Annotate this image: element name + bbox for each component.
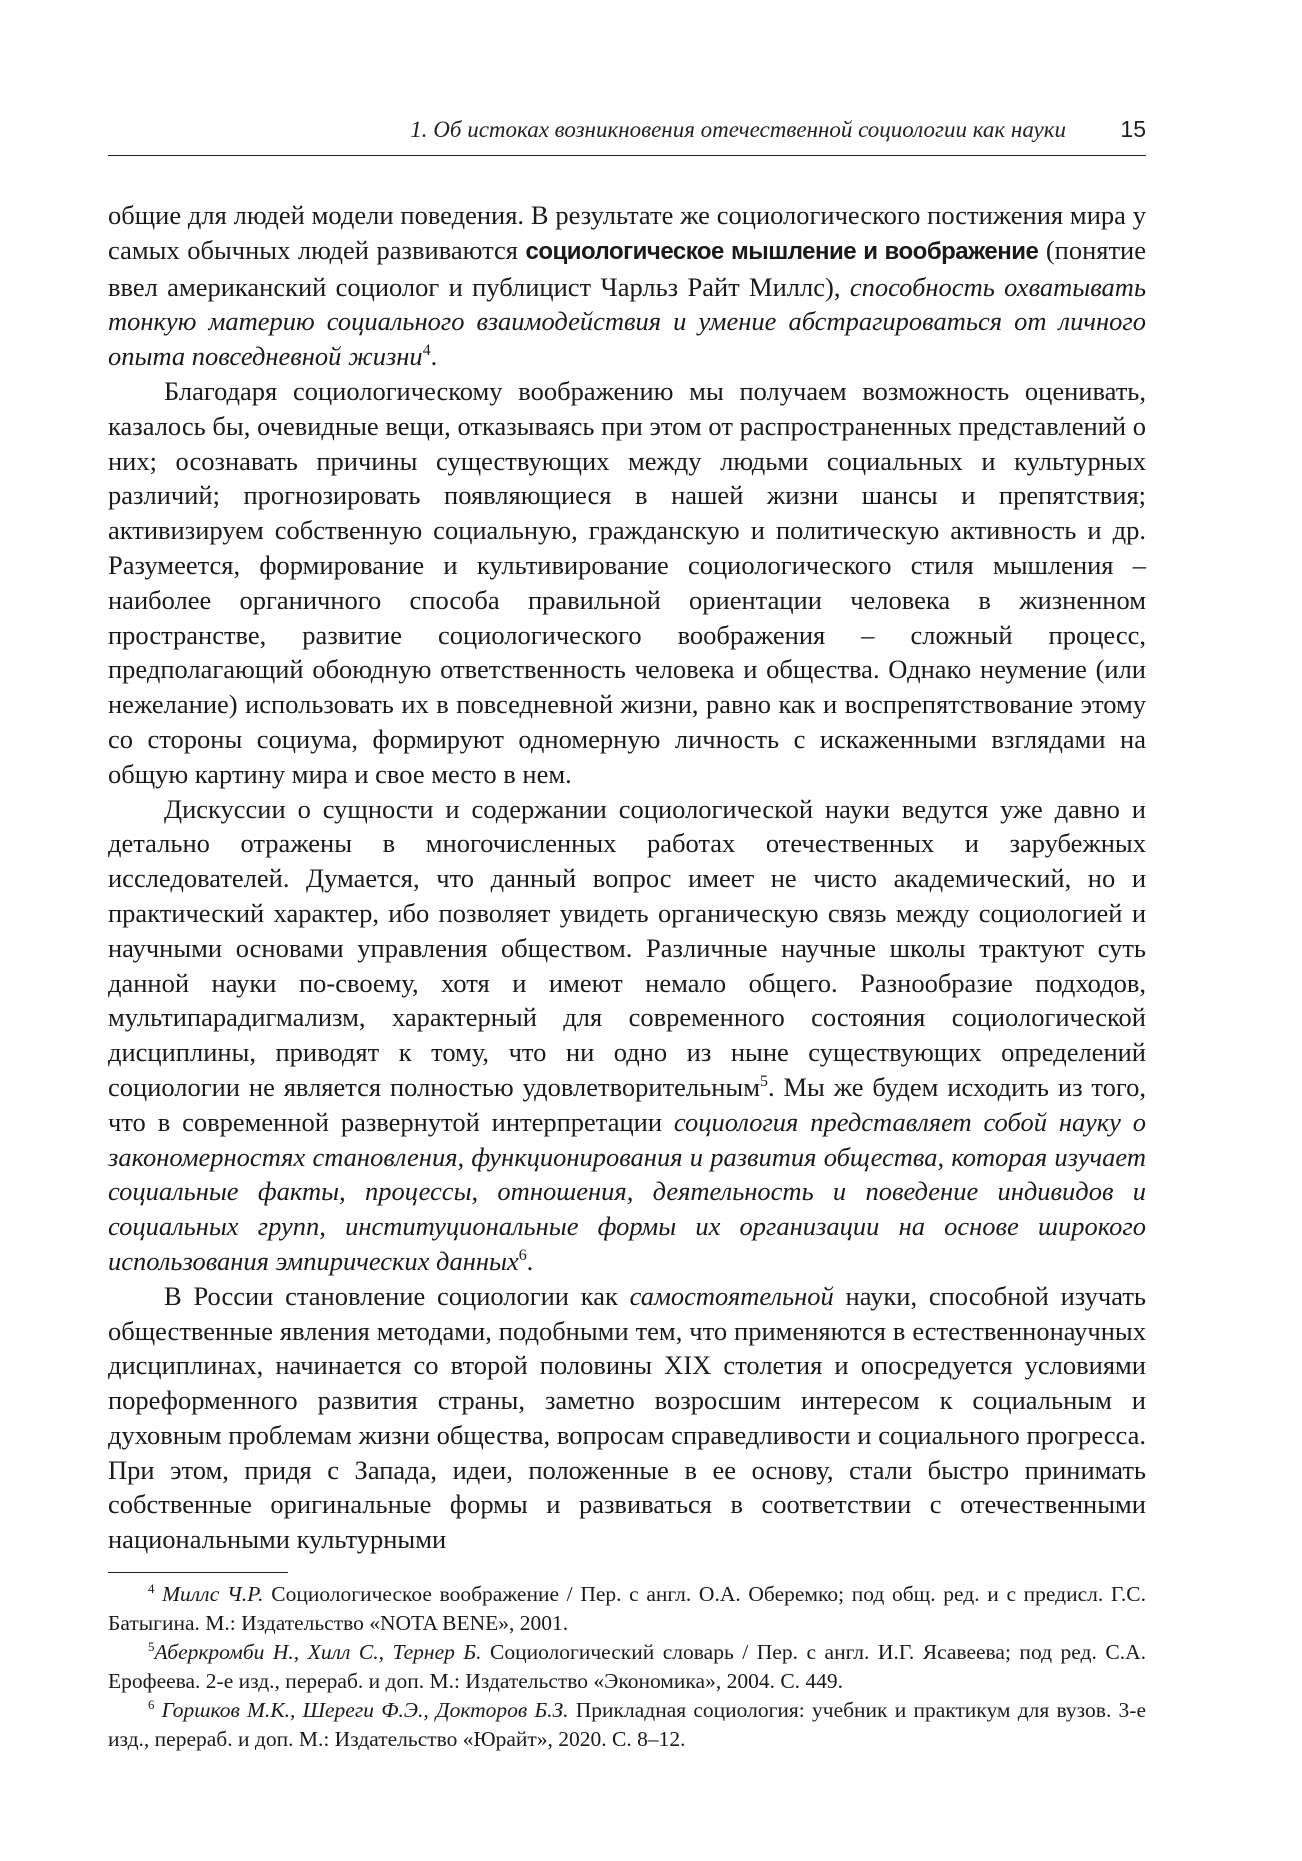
paragraph-3: [108, 792, 1146, 1279]
footnote-5: [108, 1638, 1146, 1696]
footnote-4: [108, 1580, 1146, 1638]
text-run: Дискуссии о сущности и содержании социологической науки ведутся уже давно и детально отражены в многочисленных работах отечественных и зарубежных исследователей. Думается, что данный вопрос имеет не чисто академический, но и практический характер, ибо позволяет увидеть органическую связь между социологией и научными основами управления обществом. Различные научные школы трактуют суть данной науки по-своему, хотя и имеют немало общего. Разнообразие подходов, мультипарадигмализм, характерный для современного состояния социологической дисциплины, приводят к тому, что ни одно из ныне существующих определений социологии не является полностью удовлетворительным: [108, 793, 1146, 1102]
italic-definition: способность охватывать тонкую материю социального взаимодействия и умение абстрагироваться от личного опыта повседневной жизни: [108, 271, 1146, 372]
page-header: [108, 113, 1146, 156]
text-run: В России становление социологии как: [164, 1280, 630, 1311]
footnote-ref-5[interactable]: 5: [760, 1073, 768, 1091]
paragraph-2: Благодаря социологическому воображению мы получаем возможность оценивать, казалось бы, очевидные вещи, отказываясь при этом от распространенных представлений о них; осознавать причины существующих между людьми социальных и культурных различий; прогнозировать появляющиеся в нашей жизни шансы и препятствия; активизируем собственную социальную, гражданскую и политическую активность и др. Разумеется, формирование и культивирование социологического стиля мышления – наиболее органичного способа правильной ориентации человека в жизненном пространстве, развитие социологического воображения – сложный процесс, предполагающий обоюдную ответственность человека и общества. Однако неумение (или нежелание) использовать их в повседневной жизни, равно как и воспрепятствование этому со стороны социума, формируют одномерную личность с искаженными взглядами на общую картину мира и свое место в нем.: [108, 375, 1146, 789]
footnote-text: Социологический словарь / Пер. с англ. И.Г. Ясавеева; под ред. С.А. Ерофеева. 2-е изд., перераб. и доп. М.: Издательство «Экономика», 2004. С. 449.: [108, 1640, 1146, 1693]
footnote-text: Прикладная социология: учебник и практикум для вузов. 3-е изд., перераб. и доп. М.: Издательство «Юрайт», 2020. С. 8–12.: [108, 1698, 1146, 1751]
page-number: 15: [1120, 116, 1146, 142]
footnotes: [108, 1580, 1146, 1754]
text-run: .: [526, 1245, 534, 1276]
text-run: общие для людей модели поведения. В результате же социологического постижения мира у самых обычных людей развиваются: [108, 200, 1146, 265]
footnote-ref-6[interactable]: 6: [518, 1247, 527, 1265]
footnote-divider: [108, 1572, 288, 1573]
footnote-ref-4[interactable]: 4: [422, 342, 431, 360]
running-head: 1. Об истоках возникновения отечественной социологии как науки: [410, 117, 1066, 142]
italic-definition: социология представляет собой науку о закономерностях становления, функционирования и развития общества, которая изучает социальные факты, процессы, отношения, деятельность и поведение индивидов и социальных групп, институциональные формы их организации на основе широкого использования эмпирических данных: [108, 1106, 1146, 1276]
bold-term: социологическое мышление и воображение: [525, 237, 1039, 265]
footnote-number: 4: [148, 1581, 155, 1596]
text-run: . Мы же будем исходить из того, что в современной развернутой интерпретации: [108, 1071, 1146, 1137]
footnote-6: [108, 1696, 1146, 1754]
text-run: науки, способной изучать общественные явления методами, подобными тем, что применяются в естественнонаучных дисциплинах, начинается со второй половины XIX столетия и опосредуется условиями пореформенного развития страны, заметно возросшим интересом к социальным и духовным проблемам жизни общества, вопросам справедливости и социального прогресса. При этом, придя с Запада, идеи, положенные в ее основу, стали быстро принимать собственные оригинальные формы и развиваться в соответствии с отечественными национальными культурными: [108, 1280, 1146, 1555]
italic-term: самостоятельной: [629, 1280, 834, 1311]
footnote-text: Социологическое воображение / Пер. с англ. О.А. Оберемко; под общ. ред. и с предисл. Г.С. Батыгина. М.: Издательство «NOTA BENE», 2001.: [108, 1582, 1147, 1635]
paragraph-4: [108, 1279, 1146, 1557]
footnote-number: 6: [148, 1697, 155, 1712]
footnote-number: 5: [148, 1639, 155, 1654]
footnote-authors: Миллс Ч.Р.: [162, 1582, 264, 1606]
text-run: (понятие ввел американский социолог и публицист Чарльз Райт Миллс),: [108, 234, 1146, 302]
main-text: [108, 198, 1146, 1557]
text-run: .: [430, 341, 438, 372]
paragraph-1: [108, 198, 1146, 374]
footnote-authors: Горшков М.К., Шереги Ф.Э., Докторов Б.З.: [161, 1698, 569, 1722]
footnote-authors: Аберкромби Н., Хилл С., Тернер Б.: [154, 1640, 482, 1664]
